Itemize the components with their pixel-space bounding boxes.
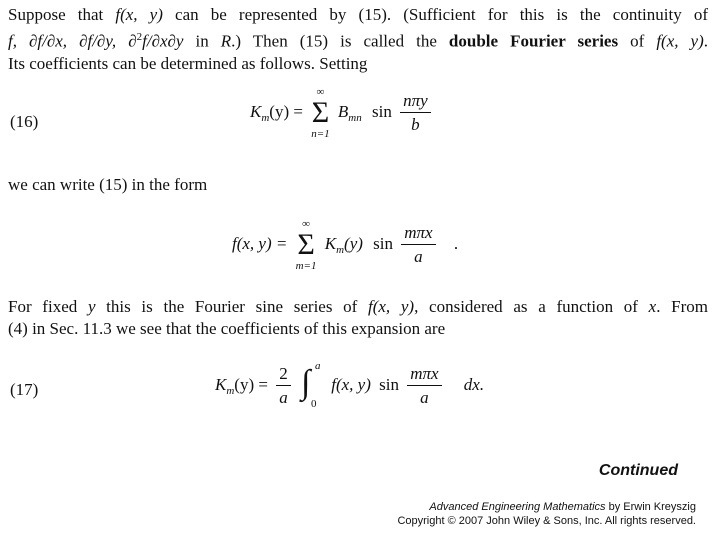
eq17-dx: dx. <box>463 374 485 394</box>
text-run: . From <box>656 297 709 316</box>
math-mixed-partial: f/∂x∂y <box>142 31 184 51</box>
eqm-sum <box>296 218 317 272</box>
eq17-coef-num: 2 <box>276 364 291 386</box>
eqm-term: K <box>324 233 337 253</box>
eq16-lhs-sub: m <box>261 111 270 124</box>
text-run: For fixed <box>8 297 88 316</box>
eq17-coef-den: a <box>279 388 288 407</box>
text-run: in <box>183 31 221 51</box>
eq17-integrand: f(x, y) <box>331 374 371 394</box>
equation-16 <box>250 86 435 140</box>
eq17-sin: sin <box>379 374 399 394</box>
paragraph-intro-line-2 <box>8 26 708 53</box>
footer-book-title: Advanced Engineering Mathematics <box>429 501 606 513</box>
eqm-fraction <box>401 223 435 267</box>
footer <box>397 500 696 528</box>
text-run: , considered as a function of <box>414 297 649 316</box>
text-run: of <box>618 31 657 51</box>
eqm-frac-num: mπx <box>401 223 435 245</box>
paragraph-fixed-y-line-1 <box>8 296 708 318</box>
eq16-sin: sin <box>372 101 392 121</box>
paragraph-intro-line-1 <box>8 4 708 26</box>
eq16-frac-den: b <box>411 115 420 134</box>
eq17-frac-num: mπx <box>407 364 441 386</box>
equation-17-number: (17) <box>10 380 39 399</box>
equation-16-number: (16) <box>10 112 39 131</box>
paragraph-intro-line-3: Its coefficients can be determined as follows. Setting <box>8 53 368 73</box>
paragraph-fixed-y-line-2: (4) in Sec. 11.3 we see that the coefficients of this expansion are <box>8 319 446 338</box>
equation-series <box>232 218 458 272</box>
math-f-xy: f(x, y) <box>656 31 704 51</box>
math-region: R <box>220 31 232 51</box>
eq17-int-upper: a <box>314 360 321 372</box>
math-exponent: 2 <box>136 31 143 43</box>
math-f-xy: f(x, y) <box>368 297 415 316</box>
text-run: this is the Fourier sine series of <box>95 297 368 316</box>
eq16-fraction <box>400 91 431 135</box>
eq17-integral <box>301 362 323 410</box>
eq16-term-sub: mn <box>348 111 362 124</box>
sigma-symbol: Σ <box>311 96 330 129</box>
math-f-xy: f(x, y) <box>115 5 163 24</box>
text-run: Suppose that <box>8 5 116 24</box>
text-run: .) Then (15) is called the <box>231 31 449 51</box>
paragraph-form: we can write (15) in the form <box>8 175 208 194</box>
eq16-lhs-arg: (y) = <box>269 101 303 121</box>
math-y: y <box>87 297 96 316</box>
eqm-lhs: f(x, y) = <box>232 233 288 253</box>
equation-17 <box>215 362 484 410</box>
eq17-int-lower: 0 <box>310 398 317 410</box>
eq17-lhs-sub: m <box>226 384 235 397</box>
paragraph-intro <box>8 4 708 75</box>
eq17-fraction <box>407 364 441 408</box>
eq16-sum-upper: ∞ <box>316 86 325 98</box>
paragraph-fixed-y <box>8 296 708 340</box>
eq17-lhs-arg: (y) = <box>234 374 268 394</box>
eqm-sum-upper: ∞ <box>302 218 310 230</box>
eq17-lhs: K <box>215 374 227 394</box>
math-x: x <box>648 297 657 316</box>
eq17-coefficient <box>276 364 291 408</box>
eq16-lhs: K <box>250 101 262 121</box>
text-run: can be represented by (15). (Sufficient for this is the continuity of <box>162 5 709 24</box>
text-run: . <box>703 31 708 51</box>
eq16-term: B <box>337 101 349 121</box>
eqm-sum-lower: m=1 <box>295 260 317 272</box>
eqm-term-sub: m <box>336 243 345 256</box>
continued-label: Continued <box>598 462 678 479</box>
footer-citation <box>397 500 696 514</box>
eqm-frac-den: a <box>414 247 423 266</box>
term-double-fourier-series: double Fourier series <box>448 31 619 51</box>
sigma-symbol: Σ <box>297 228 315 261</box>
eqm-sin: sin <box>373 233 393 253</box>
integral-symbol: ∫ <box>300 364 311 401</box>
footer-author: by Erwin Kreyszig <box>605 501 696 513</box>
math-partials: f, ∂f/∂x, ∂f/∂y, ∂ <box>8 31 137 51</box>
eq16-sum <box>311 86 329 140</box>
eq16-sum-lower: n=1 <box>311 128 330 140</box>
eqm-term-arg: (y) <box>344 233 363 253</box>
eq17-frac-den: a <box>420 388 429 407</box>
footer-copyright: Copyright © 2007 John Wiley & Sons, Inc. All rights reserved. <box>397 515 696 527</box>
eqm-period: . <box>453 233 459 253</box>
eq16-frac-num: nπy <box>400 91 431 113</box>
